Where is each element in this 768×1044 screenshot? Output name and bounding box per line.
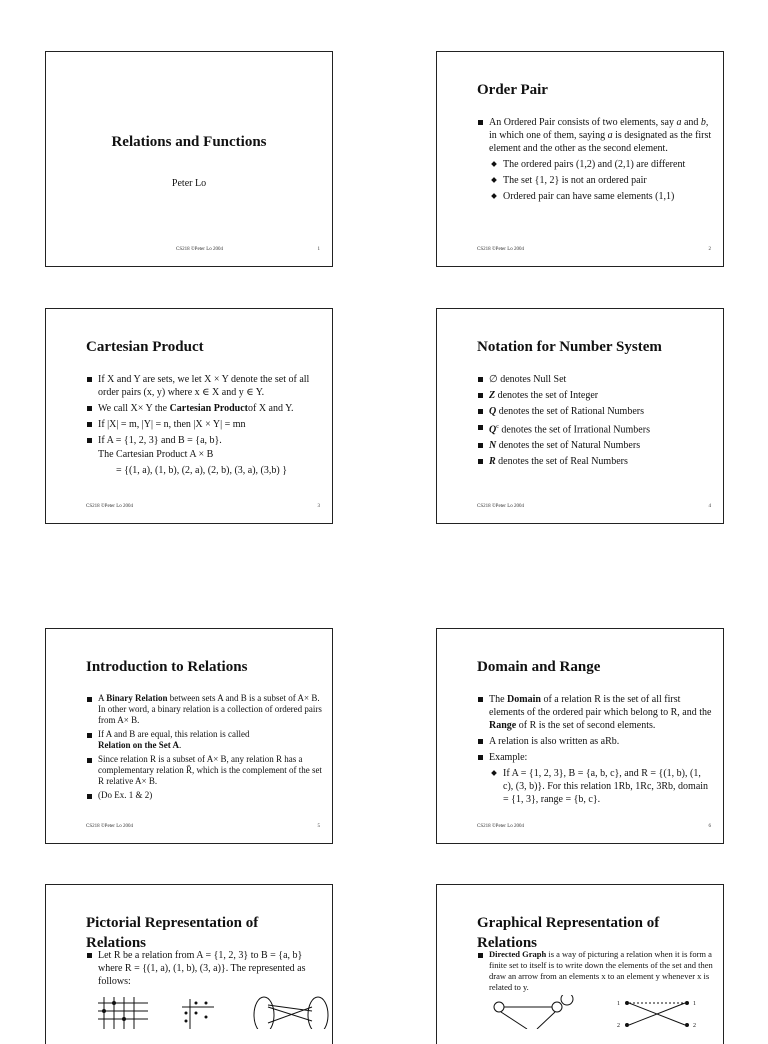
slide-title: Pictorial Representation of Relations: [86, 915, 259, 951]
slide-body: [86, 373, 322, 480]
slide-footer: CS218 ©Peter Lo 2004: [477, 247, 524, 252]
slide-body: [477, 949, 713, 996]
slide-2: [436, 51, 724, 267]
slide-page-number: 5: [317, 824, 320, 829]
bullet-continuation: The Cartesian Product A × B: [98, 449, 214, 460]
slide-3: [45, 308, 333, 524]
slide-page-number: 4: [708, 504, 711, 509]
bullet-item: Since relation R is a subset of A× B, any relation R has a complementary relation R̄, which is the complement of the set R relative A× B.: [86, 754, 322, 787]
bullet-item: Directed Graph is a way of picturing a relation when it is form a finite set to itself is to write down the elements of the set and then draw an arrow from an elements x to an element y whenever x is related to y.: [477, 949, 713, 993]
slide-body: [477, 116, 713, 206]
bullet-item: If X and Y are sets, we let X × Y denote the set of all order pairs (x, y) where x ∈ X and y ∈ Y.: [86, 373, 322, 399]
slide-title: Relations and Functions: [111, 134, 267, 150]
bullet-item: R denotes the set of Real Numbers: [477, 455, 713, 468]
slide-body: [86, 693, 322, 804]
slide-title: Domain and Range: [477, 659, 601, 675]
bullet-item: A Binary Relation between sets A and B is a subset of A× B. In other word, a binary relation is a collection of ordered pairs from A× B.: [86, 693, 322, 726]
slide-page-number: 1: [317, 247, 320, 252]
sub-bullet-item: The ordered pairs (1,2) and (2,1) are different: [477, 158, 713, 171]
slide-5: [45, 628, 333, 844]
bullet-item: (Do Ex. 1 & 2): [86, 790, 322, 801]
sub-bullet-item: If A = {1, 2, 3}, B = {a, b, c}, and R = {(1, b), (1, c), (3, b)}. For this relation 1Rb, 1Rc, 3Rb, domain = {1, 3}, range = {b, c}.: [477, 767, 713, 806]
slide-1: [45, 51, 333, 267]
bullet-item: Example:: [477, 751, 713, 764]
matrix-diagram: [182, 999, 214, 1029]
slide-body: [477, 693, 713, 809]
slide-title: Order Pair: [477, 82, 548, 98]
slide-6: [436, 628, 724, 844]
grid-diagram: [98, 997, 148, 1029]
slide-footer: CS218 ©Peter Lo 2004: [477, 824, 524, 829]
slide-8: [436, 884, 724, 1044]
sub-bullet-item: The set {1, 2} is not an ordered pair: [477, 174, 713, 187]
bullet-item: Let R be a relation from A = {1, 2, 3} to B = {a, b} where R = {(1, a), (1, b), (3, a)}. The represented as follows:: [86, 949, 322, 988]
slide-page-number: 3: [317, 504, 320, 509]
slide-title: Cartesian Product: [86, 339, 204, 355]
bullet-item: If A = {1, 2, 3} and B = {a, b}.: [86, 434, 322, 447]
bullet-item: A relation is also written as aRb.: [477, 735, 713, 748]
slide-page-number: 6: [708, 824, 711, 829]
bullet-item: The Domain of a relation R is the set of all first elements of the ordered pair which belong to R, and the Range of R is the set of second elements.: [477, 693, 713, 732]
bullet-item: If |X| = m, |Y| = n, then |X × Y| = mn: [86, 418, 322, 431]
graph-label: 1: [617, 1001, 620, 1007]
slide-page-number: 2: [708, 247, 711, 252]
slide-footer: CS218 ©Peter Lo 2004: [477, 504, 524, 509]
slide-author: Peter Lo: [171, 178, 207, 189]
bipartite-graph: [626, 1002, 689, 1027]
slide-title: Introduction to Relations: [86, 659, 248, 675]
sub-bullet-item: Ordered pair can have same elements (1,1): [477, 190, 713, 203]
bullet-item: Z denotes the set of Integer: [477, 389, 713, 402]
graph-label: 1: [693, 1001, 696, 1007]
graph-label: 2: [617, 1023, 620, 1029]
bullet-item: An Ordered Pair consists of two elements, say a and b, in which one of them, saying a is designated as the first element and the other as the second element.: [477, 116, 713, 155]
slide-title: Graphical Representation of Relations: [477, 915, 660, 951]
bullet-item: ∅ denotes Null Set: [477, 373, 713, 386]
slide-footer: CS218 ©Peter Lo 2004: [86, 504, 133, 509]
slide-footer: CS218 ©Peter Lo 2004: [86, 824, 133, 829]
slide-footer: CS218 ©Peter Lo 2004: [176, 247, 223, 252]
slide-4: [436, 308, 724, 524]
slide-title: Notation for Number System: [477, 339, 662, 355]
bullet-item: If A and B are equal, this relation is called Relation on the Set A.: [86, 729, 322, 751]
bullet-item: $Q^c$ denotes the set of Irrational Numbers: [477, 421, 713, 436]
bullet-continuation: = {(1, a), (1, b), (2, a), (2, b), (3, a), (3,b) }: [116, 465, 288, 476]
graph-label: 2: [693, 1023, 696, 1029]
arrow-diagram: [254, 997, 328, 1029]
bullet-item: We call X× Y the Cartesian Productof X and Y.: [86, 402, 322, 415]
slide-body: [86, 949, 322, 991]
bullet-item: N denotes the set of Natural Numbers: [477, 439, 713, 452]
bullet-item: Q denotes the set of Rational Numbers: [477, 405, 713, 418]
slide-7: [45, 884, 333, 1044]
slide-body: [477, 373, 713, 471]
